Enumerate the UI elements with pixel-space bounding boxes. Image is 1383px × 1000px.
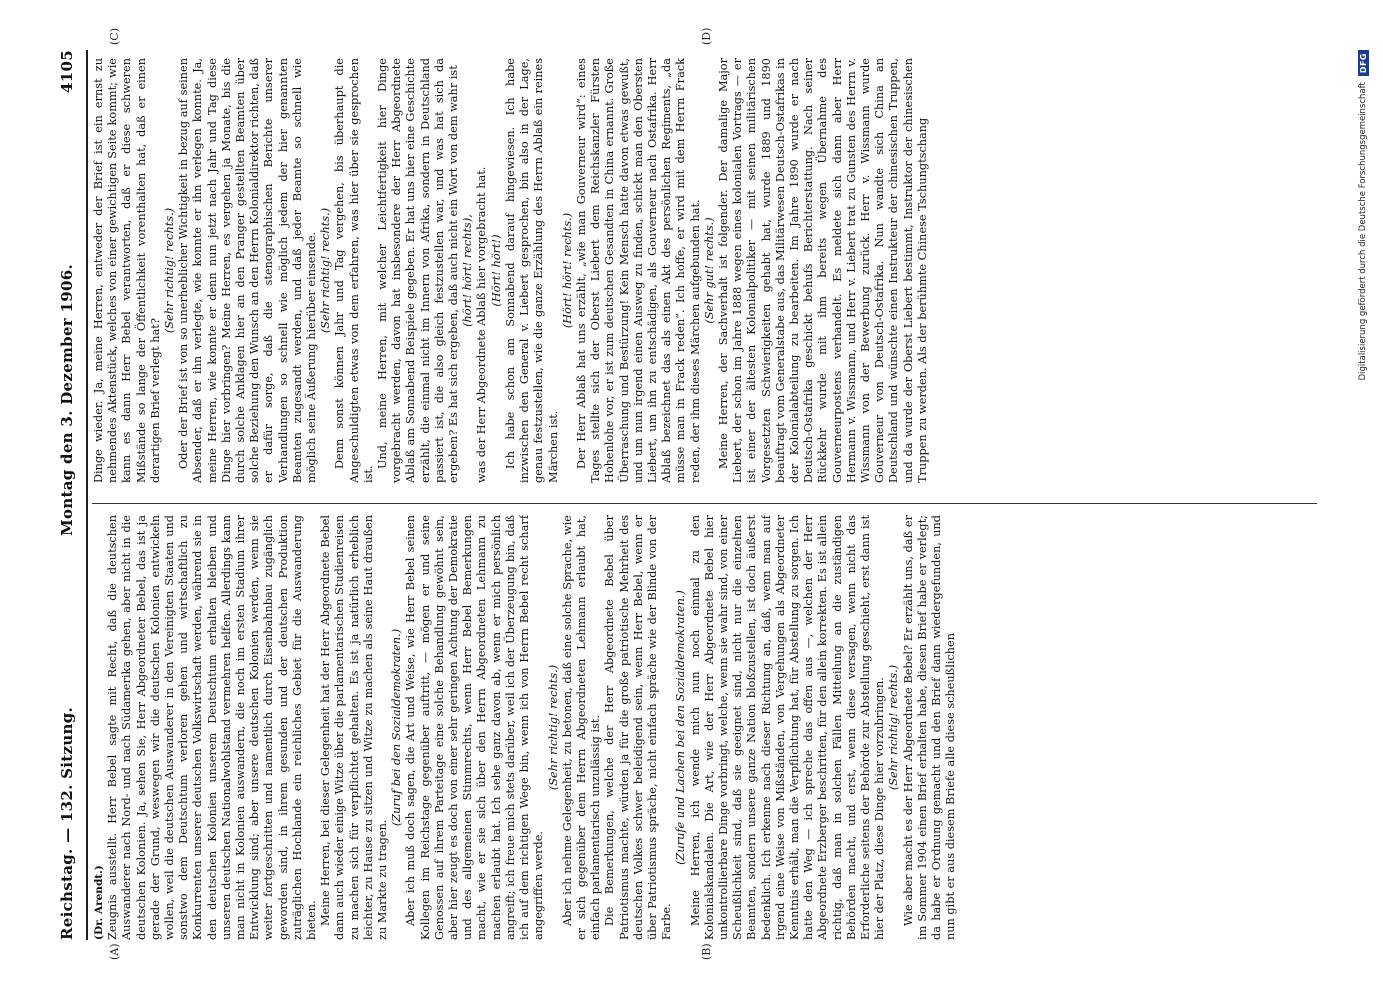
paragraph: Dinge wieder. Ja, meine Herren, entweder der Brief ist ein ernst zu nehmendes Aktenstück, welches von einer gewichtigen Seite kommt; wie kann es dann Herr Bebel verantworten, daß er diese schweren Mißstände so lange der Öffentlichkeit vorenthalten hat, daß er einen derartigen Brief verlegt hat? <box>92 58 162 483</box>
paragraph: Meine Herren, der Sachverhalt ist folgender. Der damalige Major Liebert, der schon im Jahre 1888 wegen eines kolonialen Vortrags — er ist einer der ältesten Kolonialpolitiker — mit seinen militärischen Vorgesetzten Schwierigkeiten gehabt hat, wurde 1889 und 1890 beauftragt vom Generalstabe aus, das Militärwesen Deutsch-Ostafrikas in der Kolonialabteilung zu bearbeiten. Im Jahre 1890 wurde er nach Deutsch-Ostafrika geschickt behufs Berichterstattung. Nach seiner Rückkehr wurde mit ihm bereits wegen Übernahme des Gouverneurpostens verhandelt. Es meldete sich dann aber Herr Hermann v. Wissmann, und Herr v. Liebert trat zu Gunsten des Herrn v. Wissmann von der Bewerbung zurück. Herr v. Wissmann wurde Gouverneur von Deutsch-Ostafrika. Nun wandte sich China an Deutschland und wünschte einen Instrukteur der chinesischen Truppen, und da wurde der Oberst Liebert bestimmt, Instruktor der chinesischen Truppen zu werden. Als der berühmte Chinese Tschungtschang <box>716 58 929 483</box>
digitization-credit <box>1356 50 1370 940</box>
header-left: Reichstag. — 132. Sitzung. <box>58 706 76 940</box>
page-number: 4105 <box>58 50 76 93</box>
interjection: (Hört! hört!) <box>489 234 503 307</box>
header-rule <box>86 50 88 940</box>
paragraph: Wie aber macht es der Herr Abgeordnete Bebel? Er erzählt uns, daß er im Sommer 1904 einen Brief erhalten habe, diesen Brief habe er verlegt; da habe er Ordnung gemacht und den Brief dann wiedergefunden, und nun gibt er aus diesem Briefe alle diese scheußlichen <box>901 515 958 940</box>
paragraph: Meine Herren, bei dieser Gelegenheit hat der Herr Abgeordnete Bebel dann auch wieder einige Witze über die parlamentarischen Studienreisen zu machen sich für verpflichtet gehalten. Es ist ja natürlich erheblich leichter, zu Hause zu sitzen und Witze zu machen als seine Haut draußen zu Markte zu tragen. <box>319 515 390 940</box>
paragraph: Die Bemerkungen, welche der Herr Abgeordnete Bebel über Patriotismus machte, würden ja für die große patriotische Mehrheit des deutschen Volkes schwer beleidigend sein, wenn Herr Bebel, wenn er über Patriotismus spräche, nicht einfach spräche wie der Blinde von der Farbe. <box>603 515 674 940</box>
speaker-name: (Dr. Arendt.) <box>93 865 105 940</box>
interjection: (Sehr richtig! rechts.) <box>887 664 901 791</box>
column-divider <box>92 503 1317 504</box>
paragraph: Zeugnis ausstellt. Herr Bebel sagte mit Recht, daß die deutschen Auswanderer nach Nord- und nach Südamerika gehen, aber nicht in die deutschen Kolonien. Ja, sehen Sie, Herr Abgeordneter Bebel, das ist ja gerade der Grund, weswegen wir die deutschen Kolonien entwickeln wollen, weil die deutschen Auswanderer in den Vereinigten Staaten und sonstwo dem Deutschtum verloren gehen und wirtschaftlich zu Konkurrenten unserer deutschen Volkswirtschaft werden, während sie in den deutschen Kolonien unserem Deutschtum erhalten bleiben und unseren deutschen Nationalwohlstand vermehren helfen. Allerdings kann man nicht in Kolonien auswandern, die noch im ersten Stadium ihrer Entwicklung sind; aber unsere deutschen Kolonien werden, wenn sie weiter fortgeschritten und namentlich durch Eisenbahnbau zugänglich geworden sind, in ihrem gesunden und der deutschen Produktion zuträglichen Hochlande ein reichliches Gebiet für die Auswanderung bieten. <box>106 515 319 940</box>
margin-mark-b: (B) <box>700 943 713 960</box>
right-column <box>92 58 1317 483</box>
interjection: (Sehr richtig! rechts.) <box>163 207 177 334</box>
paragraph: Meine Herren, ich wende mich nun noch einmal zu den Kolonialskandalen. Die Art, wie der Herr Abgeordnete Bebel hier unkontrollierbare Dinge vorbringt, welche, wenn sie wahr sind, von einer Scheußlichkeit sind, daß sie geeignet sind, nicht nur die einzelnen Beamten, sondern unsere ganze Nation bloßzustellen, ist doch äußerst bedenklich. Ich erkenne nach dieser Richtung an, daß, wenn man auf irgend eine Weise von Mißständen, von Vergehungen als Abgeordneter Kenntnis erhält, man die Verpflichtung hat, für Abstellung zu sorgen. Ich hatte den Weg — ich spreche das offen aus —, welchen der Herr Abgeordnete Erzberger beschritten, für den allein korrekten. Es ist allein richtig, daß man in solchen Fällen Mitteilung an die zuständigen Behörden macht, und erst, wenn diese versagen, wenn nicht das Erforderliche seitens der Behörde zur Abstellung geschieht, erst dann ist hier der Platz, diese Dinge hier vorzubringen. <box>688 515 887 940</box>
paragraph: Denn sonst können Jahr und Tag vergehen, bis überhaupt die Angeschuldigten etwas von dem erfahren, was hier über sie gesprochen ist. <box>333 58 375 483</box>
credit-text: Digitalisierung gefördert durch die Deutsche Forschungsgemeinschaft <box>1358 82 1368 381</box>
margin-mark-c: (C) <box>108 28 121 45</box>
interjection: (hört! hört! rechts), <box>461 214 475 327</box>
paragraph: Ich habe schon am Sonnabend darauf hingewiesen. Ich habe inzwischen den General v. Liebert gesprochen, bin also in der Lage, genau festzustellen, wie die ganze Erzählung des Herrn Ablaß ein reines Märchen ist. <box>503 58 560 483</box>
interjection: (Zurufe und Lachen bei den Sozialdemokraten.) <box>674 590 688 865</box>
interjection: (Sehr gut! rechts.) <box>702 217 716 324</box>
running-head <box>58 50 82 940</box>
paragraph: Oder der Brief ist von so unerheblicher Wichtigkeit in bezug auf seinen Absender, daß er ihn verlegte, wie konnte er ihn verlegen konnte. Ja, meine Herren, wie konnte er denn nun jetzt nach Jahr und Tag diese Dinge hier vorbringen? Meine Herren, es vergehen ja Monate, bis die durch solche Anklagen hier an den Pranger gestellten Beamten über solche Beziehung den Wunsch an den Herrn Kolonialdirektor richten, daß er dafür sorge, daß die stenographischen Berichte unserer Verhandlungen so schnell wie möglich jedem der hier genannten Beamten zugesandt werden, und daß jeder Beamte so schnell wie möglich seine Äußerung hierüber einsende. <box>177 58 319 483</box>
paragraph: Aber ich muß doch sagen, die Art und Weise, wie Herr Bebel seinen Kollegen im Reichstage gegenüber auftritt, — mögen er und seine Genossen auf ihrem Parteitage eine solche Behandlung gewöhnt sein, aber hier zeugt es doch von einer sehr geringen Achtung der Demokratie und des allgemeinen Stimmrechts, wenn Herr Bebel Bemerkungen macht, wie er sie sich über den Herrn Abgeordneten Lehmann zu machen erlaubt hat. Ich sehe ganz davon ab, wenn er mich persönlich angreift; ich freue mich stets darüber, weil ich der Überzeugung bin, daß ich auf dem richtigen Wege bin, wenn ich von Herrn Bebel recht scharf angegriffen werde. <box>404 515 546 940</box>
dfg-logo: DFG <box>1358 50 1369 76</box>
margin-mark-d: (D) <box>700 27 713 45</box>
paragraph: Und, meine Herren, mit welcher Leichtfertigkeit hier Dinge vorgebracht werden, davon hat insbesondere der Herr Abgeordnete Ablaß am Sonnabend Beispiele gegeben. Er hat uns hier eine Geschichte erzählt, die einmal nicht im Innern von Afrika, sondern in Deutschland passiert ist, die also gleich festzustellen war, und was hat sich da ergeben? Es hat sich ergeben, daß auch nicht ein Wort von dem wahr ist <box>376 58 461 483</box>
interjection: (Zuruf bei den Sozialdemokraten.) <box>390 628 404 827</box>
paragraph: was der Herr Abgeordnete Ablaß hier vorgebracht hat. <box>475 166 489 483</box>
interjection: (Hört! hört! rechts.) <box>560 212 574 329</box>
left-column <box>92 515 1317 940</box>
interjection: (Sehr richtig! rechts.) <box>546 664 560 791</box>
header-date: Montag den 3. Dezember 1906. <box>58 263 76 536</box>
margin-mark-a: (A) <box>108 943 121 960</box>
paragraph: Der Herr Ablaß hat uns erzählt, „wie man Gouverneur wird“: eines Tages stellte sich der Oberst Liebert dem Reichskanzler Fürsten Hohenlohe vor, er ist zum deutschen Gesandten in China ernannt. Große Überraschung und Bestürzung! Kein Mensch hatte davon etwas gewußt, und um nun irgend einen Ausweg zu finden, schickt man den Obersten Liebert, um ihn zu entschädigen, als Gouverneur nach Ostafrika. Herr Ablaß bezeichnet das als einen Akt des persönlichen Regiments, „da müsse man in Frack reden“. Ich hoffe, er wird mit dem Herrn Frack reden, der ihm dieses Märchen aufgebunden hat. <box>574 58 702 483</box>
interjection: (Sehr richtig! rechts.) <box>319 207 333 334</box>
paragraph: Aber ich nehme Gelegenheit, zu betonen, daß eine solche Sprache, wie er sich gegenüber dem Herrn Abgeordneten Lehmann erlaubt hat, einfach parlamentarisch unzulässig ist. <box>560 515 603 940</box>
